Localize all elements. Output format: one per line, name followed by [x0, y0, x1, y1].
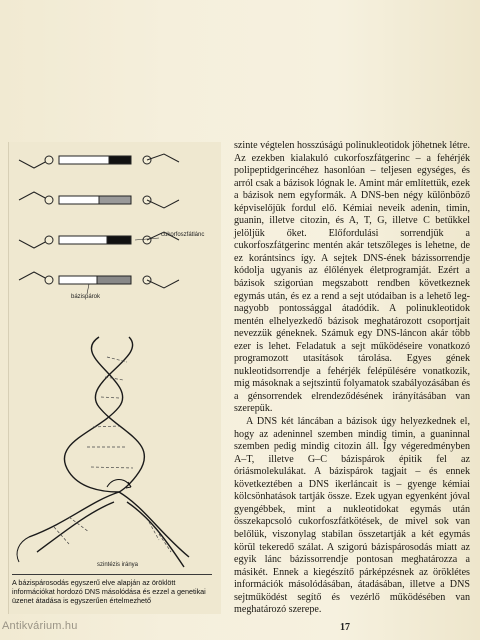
- figure-caption: A bázispárosodás egyszerű elve alapján az öröklött információkat hordozó DNS másolódása és ezzel a genetikai üzenet átadása is egyszerűen értelmezhető: [12, 574, 212, 605]
- paragraph-1: szinte végtelen hosszúságú polinukleotidok jöhetnek létre. Az ezekben kialakuló cukorfoszfátgerinc – a fehérjék polipeptidgerincéhez hasonlóan – teljesen egységes, és arról csak a bázisok lógnak le. Amint már említettük, ezek a bázisok nem egyformák. A DNS-ben négy különböző képviselőjük fordul elő. Kémiai neveik adenin, timin, guanin, illetve citozin, és A, T, G, illetve C betűkkel jelöljük őket. Előfordulási sorrendjük a cukorfoszfátgerinc mentén akár tetszőleges is lehetne, de ez korántsincs így. A sejtek DNS-ének bázissorrendje kódolja ugyanis az élőlények életprogramját. Ezért a bázisok szigorúan megszabott rendben következnek egymás után, és ez a rend a sejt utódaiban is a lehető legnagyobb pontossággal átadódik. A polinukleotidok mentén elhelyezkedő bázisok meghatározott csoportjait nevezzük géneknek. Számuk egy DNS-láncon akár több ezer is lehet. Feladatuk a sejt működéseire vonatkozó programozott utasítások tárolása. Egyes gének nukleotidsorrendje a fehérjék felépülésére vonatkozik, mig másoknak a sejtszintű folyamatok szabályozásában és a génsorrendek elrendeződésének irányításában van szerepük.: [234, 140, 471, 415]
- basepair-label: bázispárok: [71, 294, 101, 300]
- paragraph-2: A DNS két láncában a bázisok úgy helyezkednek el, hogy az adeninnel szemben mindig timin, a guaninnal szemben pedig mindig citozin áll. Így végeredményben A–T, illetve G–C bázispárok épitik fel az óriásmolekulákat. A bázispárok tagjait – és ennek következtében a DNS ikerláncait is – gyenge kémiai kölcsönhatások tartják össze. Ezek ugyan egyenként jóval gyengébbek, mint a nukleotidokat egymás után összekapcsoló cukorfoszfátkötések, de mivel sok van belőlük, viszonylag stabilan összetartják a két egymás körül tekeredő szálat. A szigorú bázispárosodás miatt az egyik lánc bázissorrendje pontosan meghatározza a másikét. Ennek a kiegészítő párképzésnek az öröklétes információk másolódásában, átadásában, illetve a DNS sejtműködést segítő és vezérlő működésében van meghatározó szerepe.: [234, 416, 470, 616]
- backbone-label: cukorfoszfátlánc: [161, 232, 205, 238]
- dna-figure: [8, 142, 221, 614]
- page-number: 17: [340, 622, 350, 633]
- body-text-column: [234, 140, 470, 617]
- replication-direction-label: szintézis iránya: [97, 562, 139, 568]
- dna-diagram-svg: [9, 142, 221, 572]
- watermark: Antikvárium.hu: [2, 620, 78, 632]
